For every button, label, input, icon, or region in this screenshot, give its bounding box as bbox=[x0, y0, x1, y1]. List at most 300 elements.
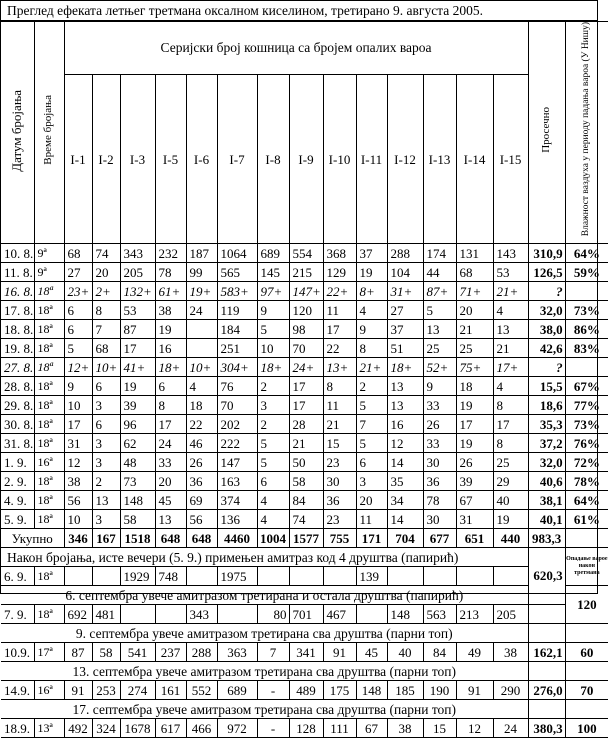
time-cell: 18ª bbox=[34, 510, 64, 529]
value-cell: 19 bbox=[155, 320, 186, 339]
value-cell: 13+ bbox=[323, 358, 356, 377]
value-cell: 91 bbox=[456, 681, 493, 700]
value-cell: 45 bbox=[155, 491, 186, 510]
value-cell: 343 bbox=[186, 605, 217, 624]
total-humidity bbox=[565, 529, 608, 548]
value-cell: 28 bbox=[289, 415, 323, 434]
value-cell: 554 bbox=[289, 244, 323, 263]
humidity-cell bbox=[565, 282, 608, 301]
table-row bbox=[1, 301, 608, 320]
time-cell: 13ª bbox=[34, 719, 64, 738]
humidity-cell: 77% bbox=[565, 396, 608, 415]
value-cell: 24 bbox=[493, 719, 528, 738]
value-cell: 12 bbox=[387, 434, 423, 453]
value-cell bbox=[423, 567, 456, 586]
date-cell: 10. 8. bbox=[1, 244, 34, 263]
value-cell: 40 bbox=[493, 491, 528, 510]
value-cell: 132+ bbox=[120, 282, 155, 301]
average-blank bbox=[528, 700, 565, 719]
value-cell: 19 bbox=[493, 510, 528, 529]
value-cell: 48 bbox=[120, 453, 155, 472]
value-cell: 5 bbox=[257, 320, 289, 339]
value-cell: 97+ bbox=[257, 282, 289, 301]
table-row bbox=[1, 719, 608, 738]
table-row bbox=[1, 605, 608, 624]
value-cell: 489 bbox=[289, 681, 323, 700]
value-cell bbox=[120, 605, 155, 624]
average-cell: 40,6 bbox=[528, 472, 565, 491]
value-cell: 68 bbox=[456, 263, 493, 282]
value-cell: 363 bbox=[217, 643, 257, 662]
value-cell: 972 bbox=[217, 719, 257, 738]
note-text: Након бројања, исте вечери (5. 9.) примењен амитраз код 4 друштва (папирић) bbox=[1, 548, 528, 567]
value-cell: 56 bbox=[64, 491, 92, 510]
table-row bbox=[1, 491, 608, 510]
note-row bbox=[1, 662, 608, 681]
value-cell: 38 bbox=[493, 643, 528, 662]
value-cell bbox=[356, 605, 387, 624]
note-row bbox=[1, 586, 608, 605]
average-blank bbox=[528, 624, 565, 643]
value-cell: 19+ bbox=[186, 282, 217, 301]
value-cell bbox=[92, 567, 120, 586]
value-cell: 87 bbox=[64, 643, 92, 662]
value-cell: 5 bbox=[64, 339, 92, 358]
date-cell: 27. 8. bbox=[1, 358, 34, 377]
value-cell: 11 bbox=[323, 396, 356, 415]
value-cell: 71+ bbox=[456, 282, 493, 301]
value-cell bbox=[323, 567, 356, 586]
humidity-header: Влажност ваздуха у периоду падања вароа (У Нишу) bbox=[565, 22, 608, 244]
value-cell: 25 bbox=[456, 339, 493, 358]
value-cell bbox=[186, 339, 217, 358]
humidity-cell: 78% bbox=[565, 472, 608, 491]
hive-header: I-9 bbox=[289, 74, 323, 243]
value-cell: 46 bbox=[186, 434, 217, 453]
hive-header: I-11 bbox=[356, 74, 387, 243]
value-cell bbox=[155, 605, 186, 624]
average-cell: 276,0 bbox=[528, 681, 565, 700]
humidity-cell: 73% bbox=[565, 415, 608, 434]
value-blank bbox=[565, 624, 608, 643]
value-cell: 37 bbox=[356, 244, 387, 263]
value-cell: 6 bbox=[356, 453, 387, 472]
value-cell: 701 bbox=[289, 605, 323, 624]
value-cell: 13 bbox=[493, 320, 528, 339]
value-cell: 148 bbox=[120, 491, 155, 510]
date-cell: 28. 8. bbox=[1, 377, 34, 396]
average-cell: 32,0 bbox=[528, 301, 565, 320]
value-cell: 237 bbox=[155, 643, 186, 662]
average-cell: 380,3 bbox=[528, 719, 565, 738]
average-cell: ? bbox=[528, 282, 565, 301]
date-cell: 6. 9. bbox=[1, 567, 34, 586]
value-cell: 69 bbox=[186, 491, 217, 510]
time-cell: 18ª bbox=[34, 472, 64, 491]
total-cell: 651 bbox=[456, 529, 493, 548]
value-cell: 689 bbox=[217, 681, 257, 700]
value-cell: 14 bbox=[387, 510, 423, 529]
value-cell: 41+ bbox=[120, 358, 155, 377]
value-cell: 22+ bbox=[323, 282, 356, 301]
value-cell: 232 bbox=[155, 244, 186, 263]
value-cell: 70 bbox=[217, 396, 257, 415]
hive-header: I-13 bbox=[423, 74, 456, 243]
value-cell: 253 bbox=[92, 681, 120, 700]
average-cell: 32,0 bbox=[528, 453, 565, 472]
total-cell: 1004 bbox=[257, 529, 289, 548]
note-value: 70 bbox=[565, 681, 608, 700]
date-cell: 7. 9. bbox=[1, 605, 34, 624]
value-cell: 51 bbox=[387, 339, 423, 358]
total-row bbox=[1, 529, 608, 548]
time-cell: 18ª bbox=[34, 396, 64, 415]
value-cell: 36 bbox=[186, 472, 217, 491]
hive-header: I-14 bbox=[456, 74, 493, 243]
value-cell: 8 bbox=[356, 339, 387, 358]
value-cell: 21 bbox=[323, 415, 356, 434]
value-cell: 6 bbox=[92, 415, 120, 434]
average-cell: 38,1 bbox=[528, 491, 565, 510]
value-cell: 128 bbox=[289, 719, 323, 738]
varroa-table bbox=[1, 21, 608, 738]
value-cell: 12 bbox=[64, 453, 92, 472]
note-value: 60 bbox=[565, 643, 608, 662]
table-row bbox=[1, 472, 608, 491]
value-cell: 37 bbox=[387, 320, 423, 339]
time-cell: 18ª bbox=[34, 320, 64, 339]
value-cell: 2 bbox=[356, 377, 387, 396]
value-cell bbox=[289, 567, 323, 586]
value-cell: 19 bbox=[456, 396, 493, 415]
value-cell bbox=[257, 567, 289, 586]
hive-header: I-7 bbox=[217, 74, 257, 243]
date-header: Датум бројања bbox=[1, 22, 34, 244]
date-cell: 29. 8. bbox=[1, 396, 34, 415]
value-cell: 23+ bbox=[64, 282, 92, 301]
value-cell: 2 bbox=[92, 472, 120, 491]
value-cell: 190 bbox=[423, 681, 456, 700]
table-row bbox=[1, 358, 608, 377]
value-cell: 5 bbox=[257, 453, 289, 472]
value-cell: 4 bbox=[356, 301, 387, 320]
value-cell: 70 bbox=[289, 339, 323, 358]
date-cell: 18.9. bbox=[1, 719, 34, 738]
value-cell: 18+ bbox=[387, 358, 423, 377]
humidity-cell: 67% bbox=[565, 377, 608, 396]
value-cell: 39 bbox=[120, 396, 155, 415]
time-cell: 16ª bbox=[34, 453, 64, 472]
table-row bbox=[1, 567, 608, 586]
time-cell: 18ª bbox=[34, 434, 64, 453]
value-cell: 2 bbox=[257, 377, 289, 396]
value-cell: 552 bbox=[186, 681, 217, 700]
hive-header: I-3 bbox=[120, 74, 155, 243]
value-cell: 15 bbox=[423, 719, 456, 738]
value-cell: 2 bbox=[257, 415, 289, 434]
value-cell: 5 bbox=[423, 301, 456, 320]
value-cell: 3 bbox=[257, 396, 289, 415]
date-cell: 4. 9. bbox=[1, 491, 34, 510]
average-cell: 18,6 bbox=[528, 396, 565, 415]
value-cell: 202 bbox=[217, 415, 257, 434]
value-cell: 16 bbox=[387, 415, 423, 434]
value-cell: 1064 bbox=[217, 244, 257, 263]
total-average: 983,3 bbox=[528, 529, 565, 548]
value-cell: 17 bbox=[289, 377, 323, 396]
value-cell: 22 bbox=[323, 339, 356, 358]
value-cell bbox=[64, 567, 92, 586]
time-cell: 18ª bbox=[34, 377, 64, 396]
value-cell: 17 bbox=[493, 415, 528, 434]
value-cell: 33 bbox=[155, 453, 186, 472]
value-cell: 23 bbox=[323, 510, 356, 529]
value-cell: 18+ bbox=[155, 358, 186, 377]
time-cell: 16ª bbox=[34, 681, 64, 700]
value-cell: 53 bbox=[120, 301, 155, 320]
value-cell: 7 bbox=[92, 320, 120, 339]
value-cell: 10 bbox=[64, 510, 92, 529]
value-cell: 5 bbox=[356, 396, 387, 415]
value-cell: 21 bbox=[456, 320, 493, 339]
value-cell: 563 bbox=[423, 605, 456, 624]
date-cell: 1. 9. bbox=[1, 453, 34, 472]
value-cell bbox=[186, 567, 217, 586]
value-cell: 13 bbox=[387, 377, 423, 396]
value-cell: 26 bbox=[456, 453, 493, 472]
date-cell: 10.9. bbox=[1, 643, 34, 662]
hive-header: I-1 bbox=[64, 74, 92, 243]
value-cell: 16 bbox=[155, 339, 186, 358]
value-cell: 18 bbox=[186, 396, 217, 415]
value-cell: 58 bbox=[92, 643, 120, 662]
value-cell: 40 bbox=[387, 643, 423, 662]
humidity-cell: 86% bbox=[565, 320, 608, 339]
value-cell: 184 bbox=[217, 320, 257, 339]
table-row bbox=[1, 510, 608, 529]
value-cell: 62 bbox=[120, 434, 155, 453]
value-cell: 4 bbox=[186, 377, 217, 396]
value-cell: 91 bbox=[64, 681, 92, 700]
value-cell: 215 bbox=[289, 263, 323, 282]
value-cell: 148 bbox=[387, 605, 423, 624]
value-cell: 14 bbox=[387, 453, 423, 472]
value-cell: 44 bbox=[423, 263, 456, 282]
value-cell: 9 bbox=[257, 301, 289, 320]
value-cell: 20 bbox=[155, 472, 186, 491]
value-cell: 33 bbox=[423, 396, 456, 415]
value-cell: 304+ bbox=[217, 358, 257, 377]
hive-header: I-15 bbox=[493, 74, 528, 243]
value-cell: 4 bbox=[493, 377, 528, 396]
value-cell: 24+ bbox=[289, 358, 323, 377]
note-text: 6. септембра увече амитразом третирана и остала друштва (папирић) bbox=[1, 586, 528, 605]
average-cell: 310,9 bbox=[528, 244, 565, 263]
value-cell: 6 bbox=[155, 377, 186, 396]
value-cell: 38 bbox=[155, 301, 186, 320]
date-cell: 31. 8. bbox=[1, 434, 34, 453]
value-cell: 68 bbox=[64, 244, 92, 263]
value-cell: 163 bbox=[217, 472, 257, 491]
value-cell: 17 bbox=[155, 415, 186, 434]
total-cell: 171 bbox=[356, 529, 387, 548]
value-cell: 45 bbox=[356, 643, 387, 662]
average-cell: 37,2 bbox=[528, 434, 565, 453]
value-cell: 73 bbox=[120, 472, 155, 491]
total-cell: 755 bbox=[323, 529, 356, 548]
value-cell: 9 bbox=[64, 377, 92, 396]
value-cell: 20 bbox=[356, 491, 387, 510]
table-row bbox=[1, 453, 608, 472]
value-cell: 3 bbox=[92, 434, 120, 453]
humidity-cell: 72% bbox=[565, 453, 608, 472]
value-cell: 76 bbox=[217, 377, 257, 396]
value-cell: 6 bbox=[64, 320, 92, 339]
value-cell: 23 bbox=[323, 453, 356, 472]
time-cell: 18ª bbox=[34, 567, 64, 586]
value-cell: 8 bbox=[323, 377, 356, 396]
value-cell: 147 bbox=[217, 453, 257, 472]
value-cell: 78 bbox=[155, 263, 186, 282]
hive-header: I-2 bbox=[92, 74, 120, 243]
value-cell: 3 bbox=[92, 453, 120, 472]
humidity-cell: 83% bbox=[565, 339, 608, 358]
note-value: 100 bbox=[565, 719, 608, 738]
table-row bbox=[1, 681, 608, 700]
value-cell: 25 bbox=[493, 453, 528, 472]
value-cell: 1975 bbox=[217, 567, 257, 586]
average-cell: 42,6 bbox=[528, 339, 565, 358]
value-cell: 9 bbox=[423, 377, 456, 396]
time-cell: 18ª bbox=[34, 491, 64, 510]
value-cell: 120 bbox=[289, 301, 323, 320]
date-cell: 5. 9. bbox=[1, 510, 34, 529]
value-blank bbox=[565, 662, 608, 681]
value-cell: 87 bbox=[120, 320, 155, 339]
value-cell: 147+ bbox=[289, 282, 323, 301]
value-cell: 39 bbox=[456, 472, 493, 491]
value-cell: 288 bbox=[387, 244, 423, 263]
value-cell: 374 bbox=[217, 491, 257, 510]
value-cell: 1678 bbox=[120, 719, 155, 738]
humidity-cell: 73% bbox=[565, 301, 608, 320]
value-cell: 136 bbox=[217, 510, 257, 529]
value-cell bbox=[493, 567, 528, 586]
value-cell: 80 bbox=[257, 605, 289, 624]
value-cell: 288 bbox=[186, 643, 217, 662]
value-cell: 481 bbox=[92, 605, 120, 624]
date-cell: 16. 8. bbox=[1, 282, 34, 301]
report-title: Преглед ефеката летњег третмана оксалном киселином, третирано 9. августа 2005. bbox=[1, 1, 597, 21]
humidity-cell: 76% bbox=[565, 434, 608, 453]
value-cell: 30 bbox=[323, 472, 356, 491]
value-cell: 139 bbox=[356, 567, 387, 586]
value-cell: - bbox=[257, 719, 289, 738]
value-cell: 5 bbox=[257, 434, 289, 453]
note-row bbox=[1, 700, 608, 719]
value-cell: 19 bbox=[356, 263, 387, 282]
average-header: Просечно bbox=[528, 22, 565, 244]
side-note-text: Опадање варое након третмана bbox=[566, 556, 608, 577]
value-cell: 541 bbox=[120, 643, 155, 662]
total-cell: 440 bbox=[493, 529, 528, 548]
hive-header: I-8 bbox=[257, 74, 289, 243]
value-cell: 3 bbox=[92, 510, 120, 529]
value-cell: 20 bbox=[456, 301, 493, 320]
value-cell: 6 bbox=[64, 301, 92, 320]
value-cell: 10+ bbox=[186, 358, 217, 377]
value-cell: 748 bbox=[155, 567, 186, 586]
value-cell: 74 bbox=[289, 510, 323, 529]
average-cell: 126,5 bbox=[528, 263, 565, 282]
value-cell: 290 bbox=[493, 681, 528, 700]
total-cell: 704 bbox=[387, 529, 423, 548]
value-cell: 13 bbox=[387, 396, 423, 415]
note-text: 13. септембра увече амитразом третирана сва друштва (парни топ) bbox=[1, 662, 528, 681]
value-cell: 31 bbox=[456, 510, 493, 529]
value-cell: 24 bbox=[186, 301, 217, 320]
value-cell: 145 bbox=[257, 263, 289, 282]
value-cell: 19 bbox=[120, 377, 155, 396]
value-cell: 9 bbox=[356, 320, 387, 339]
value-cell: 251 bbox=[217, 339, 257, 358]
table-row bbox=[1, 415, 608, 434]
time-cell: 18ª bbox=[34, 282, 64, 301]
value-cell bbox=[186, 320, 217, 339]
value-cell: 143 bbox=[493, 244, 528, 263]
value-cell: 617 bbox=[155, 719, 186, 738]
value-cell: 174 bbox=[423, 244, 456, 263]
value-cell: 36 bbox=[323, 491, 356, 510]
value-cell: 5 bbox=[356, 434, 387, 453]
value-cell: 4 bbox=[257, 491, 289, 510]
table-row bbox=[1, 244, 608, 263]
value-cell: - bbox=[257, 681, 289, 700]
value-cell: 3 bbox=[92, 396, 120, 415]
time-cell: 18ª bbox=[34, 339, 64, 358]
total-label: Укупно bbox=[1, 529, 64, 548]
value-cell: 222 bbox=[217, 434, 257, 453]
value-cell: 148 bbox=[356, 681, 387, 700]
value-cell: 52+ bbox=[423, 358, 456, 377]
table-row bbox=[1, 263, 608, 282]
average-cell: 620,3 bbox=[528, 548, 565, 605]
total-cell: 4460 bbox=[217, 529, 257, 548]
value-cell: 368 bbox=[323, 244, 356, 263]
value-cell: 13 bbox=[92, 491, 120, 510]
value-cell: 38 bbox=[387, 719, 423, 738]
hive-header: I-12 bbox=[387, 74, 423, 243]
table-row bbox=[1, 643, 608, 662]
value-cell: 34 bbox=[387, 491, 423, 510]
value-cell: 10 bbox=[257, 339, 289, 358]
value-cell: 67 bbox=[356, 719, 387, 738]
time-cell: 18ª bbox=[34, 415, 64, 434]
total-cell: 648 bbox=[186, 529, 217, 548]
value-cell: 26 bbox=[423, 415, 456, 434]
date-cell: 2. 9. bbox=[1, 472, 34, 491]
value-cell: 58 bbox=[289, 472, 323, 491]
time-cell: 18ª bbox=[34, 605, 64, 624]
time-cell: 18ª bbox=[34, 301, 64, 320]
date-cell: 14.9. bbox=[1, 681, 34, 700]
value-cell: 78 bbox=[423, 491, 456, 510]
value-cell: 10 bbox=[64, 396, 92, 415]
value-cell: 8+ bbox=[356, 282, 387, 301]
value-cell: 1929 bbox=[120, 567, 155, 586]
value-cell: 27 bbox=[387, 301, 423, 320]
value-cell: 187 bbox=[186, 244, 217, 263]
